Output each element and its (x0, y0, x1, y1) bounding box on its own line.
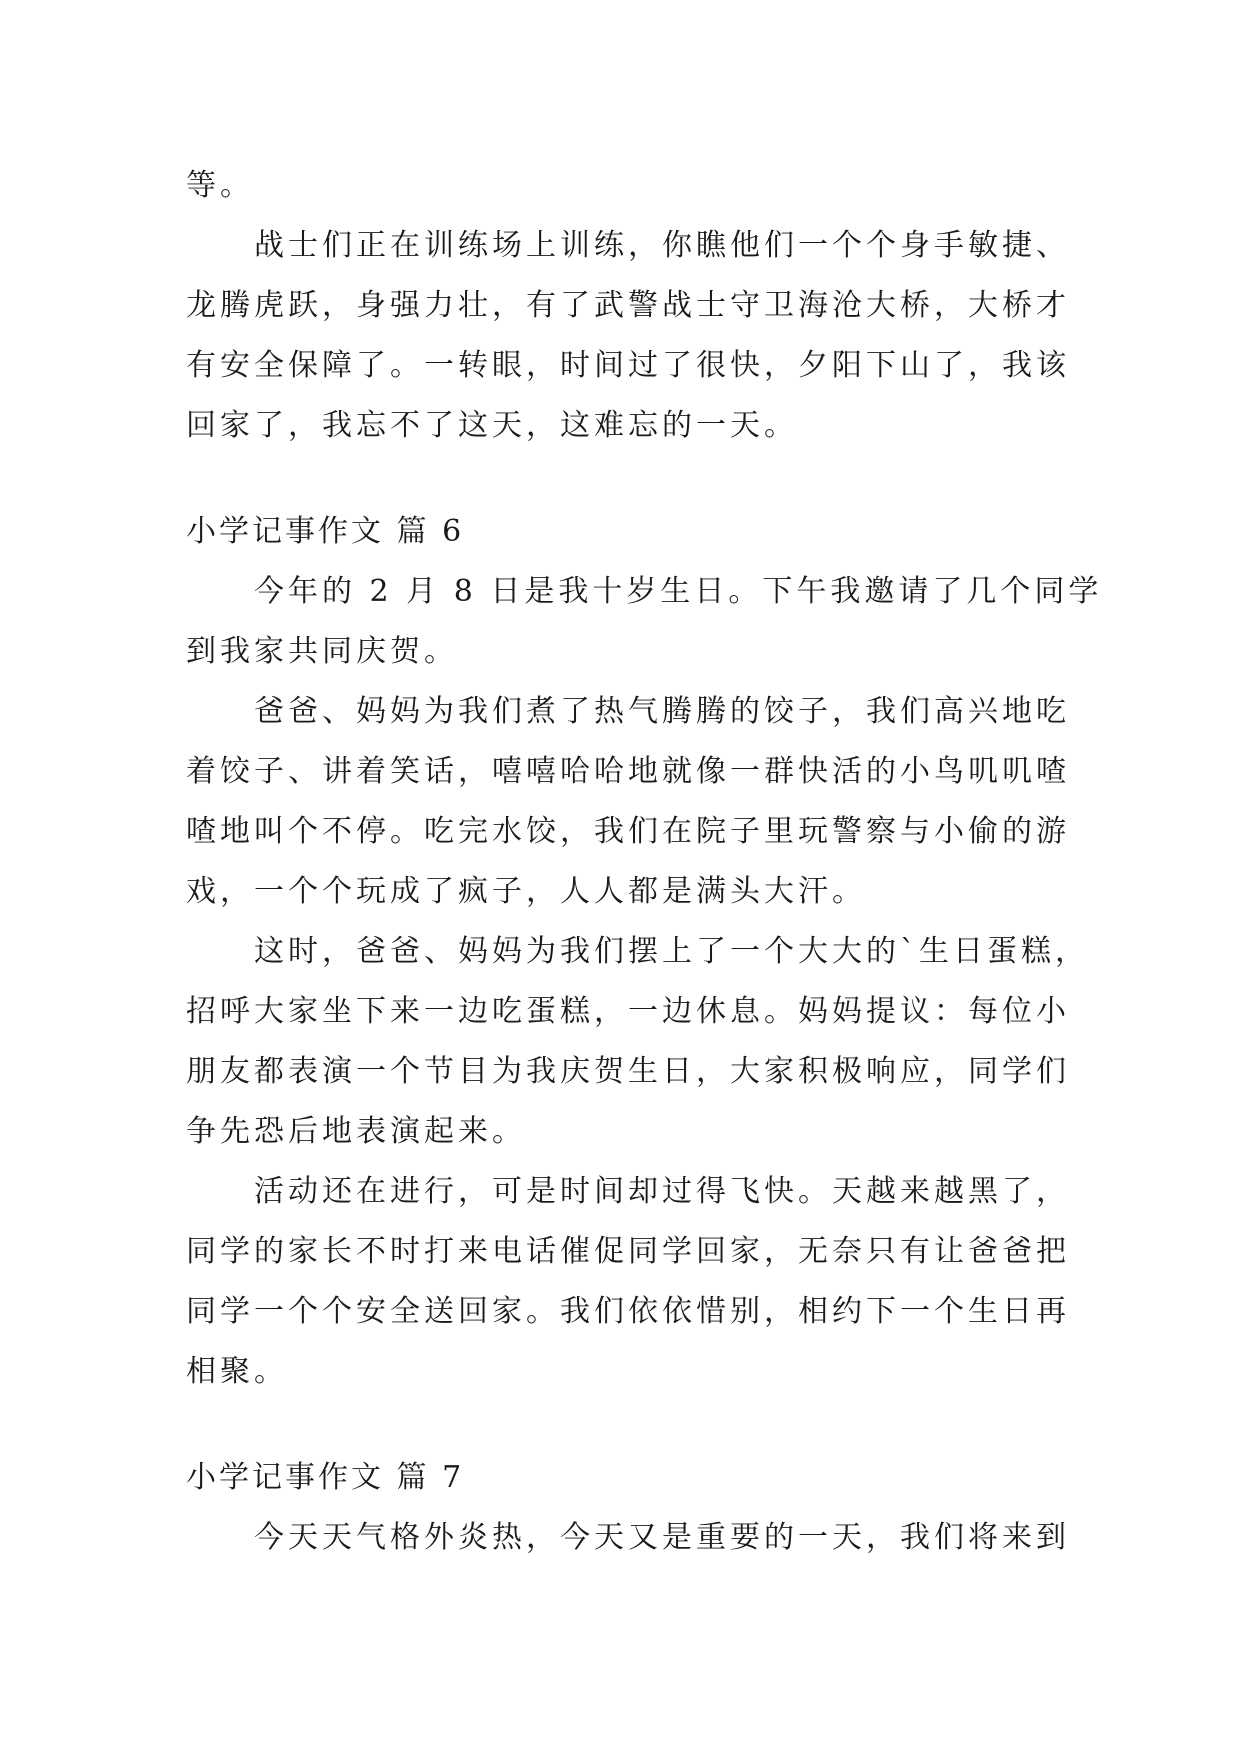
paragraph-line: 龙腾虎跃，身强力壮，有了武警战士守卫海沧大桥，大桥才 (186, 288, 1070, 323)
paragraph-line: 朋友都表演一个节目为我庆贺生日，大家积极响应，同学们 (186, 1054, 1070, 1089)
paragraph-line: 喳地叫个不停。吃完水饺，我们在院子里玩警察与小偷的游 (186, 814, 1070, 849)
paragraph-line: 相聚。 (186, 1354, 288, 1389)
paragraph-line: 有安全保障了。一转眼，时间过了很快，夕阳下山了，我该 (186, 348, 1070, 383)
paragraph-line: 爸爸、妈妈为我们煮了热气腾腾的饺子，我们高兴地吃 (254, 694, 1070, 729)
section-heading: 小学记事作文 篇 6 (186, 514, 465, 549)
paragraph-line: 等。 (186, 168, 254, 203)
paragraph-line: 这时，爸爸、妈妈为我们摆上了一个大大的`生日蛋糕， (254, 934, 1089, 969)
paragraph-line: 招呼大家坐下来一边吃蛋糕，一边休息。妈妈提议：每位小 (186, 994, 1070, 1029)
paragraph-line: 到我家共同庆贺。 (186, 634, 458, 669)
paragraph-line: 着饺子、讲着笑话，嘻嘻哈哈地就像一群快活的小鸟叽叽喳 (186, 754, 1070, 789)
paragraph-line: 戏，一个个玩成了疯子，人人都是满头大汗。 (186, 874, 866, 909)
paragraph-line: 同学的家长不时打来电话催促同学回家，无奈只有让爸爸把 (186, 1234, 1070, 1269)
paragraph-line: 今年的 2 月 8 日是我十岁生日。下午我邀请了几个同学 (254, 574, 1103, 609)
paragraph-line: 战士们正在训练场上训练，你瞧他们一个个身手敏捷、 (254, 228, 1070, 263)
paragraph-line: 活动还在进行，可是时间却过得飞快。天越来越黑了， (254, 1174, 1070, 1209)
paragraph-line: 回家了，我忘不了这天，这难忘的一天。 (186, 408, 798, 443)
paragraph-line: 今天天气格外炎热，今天又是重要的一天，我们将来到 (254, 1520, 1070, 1555)
paragraph-line: 同学一个个安全送回家。我们依依惜别，相约下一个生日再 (186, 1294, 1070, 1329)
section-heading: 小学记事作文 篇 7 (186, 1460, 465, 1495)
paragraph-line: 争先恐后地表演起来。 (186, 1114, 526, 1149)
